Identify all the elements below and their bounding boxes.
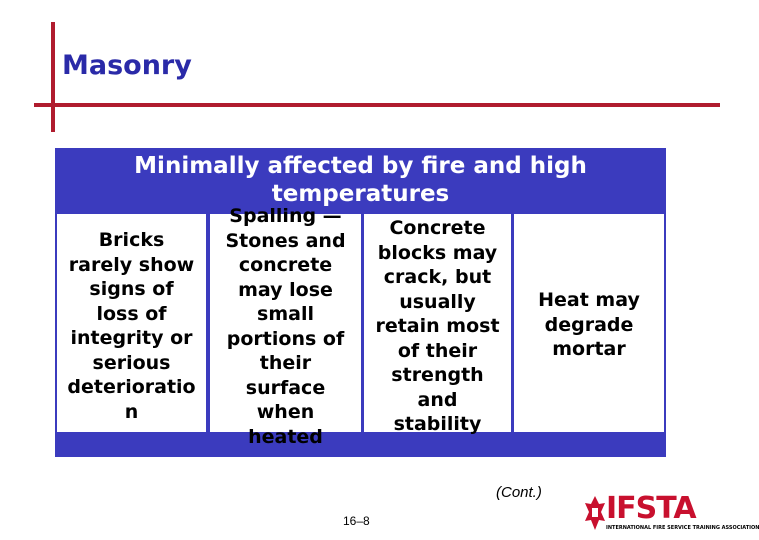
cell-text-line: signs of (89, 278, 174, 300)
cell-text-line: stability (393, 413, 482, 435)
cell-text-line: n (124, 400, 139, 423)
cell-text-line: usually (399, 290, 476, 313)
logo-wordmark: IFSTA (606, 491, 696, 526)
cell-text-line: serious (92, 351, 171, 374)
cell-text-line: small (257, 303, 314, 325)
cell-text-line: and (417, 388, 458, 411)
accent-horizontal-line (34, 103, 720, 107)
cell-text-line: degrade (544, 313, 634, 336)
slide-title: Masonry (62, 50, 192, 81)
cell-text-line: concrete (238, 254, 333, 276)
cell-text-line: blocks may (377, 241, 498, 264)
cell-text-line: crack, but (383, 266, 492, 288)
panel-header-line-2: temperatures (271, 181, 450, 207)
cell-text-line: heated (248, 425, 323, 448)
concrete-blocks-cell (364, 214, 511, 435)
cell-text-line: their (259, 352, 312, 374)
cell-text-line: surface (245, 376, 326, 399)
continued-label: (Cont.) (496, 484, 542, 501)
cell-text-line: strength (391, 364, 484, 386)
panel-header-line-1: Minimally affected by fire and high (134, 153, 587, 179)
logo-subtitle: INTERNATIONAL FIRE SERVICE TRAINING ASSOCIATION (606, 525, 759, 531)
accent-vertical-line (51, 22, 55, 132)
cell-text-line: Spalling — (229, 205, 342, 227)
panel-header (55, 148, 666, 208)
mortar-cell (514, 214, 664, 432)
cell-text-line: may lose (238, 278, 333, 301)
concrete-blocks-text (364, 216, 511, 437)
cell-text-line: Concrete (389, 217, 486, 239)
bricks-text (57, 228, 206, 424)
cell-text-line: Stones and (225, 229, 346, 252)
cell-text-line: deterioratio (67, 376, 196, 398)
cell-text-line: mortar (552, 338, 626, 360)
cell-text-line: when (256, 401, 315, 423)
cell-text-line: portions of (226, 327, 345, 350)
cell-text-line: integrity or (70, 327, 193, 349)
cell-text-line: Heat may (538, 289, 640, 311)
stones-text (210, 204, 361, 449)
page-number: 16–8 (343, 514, 370, 528)
bricks-cell (57, 214, 206, 432)
stones-cell (210, 205, 361, 448)
ifsta-maltese-cross-icon (584, 494, 606, 534)
cell-text-line: of their (397, 339, 478, 362)
cell-text-line: retain most (375, 315, 500, 337)
ifsta-logo (584, 491, 759, 534)
cell-text-line: Bricks (98, 229, 165, 251)
mortar-text (514, 288, 664, 362)
cell-text-line: loss of (96, 302, 167, 325)
cell-text-line: rarely show (68, 253, 195, 276)
